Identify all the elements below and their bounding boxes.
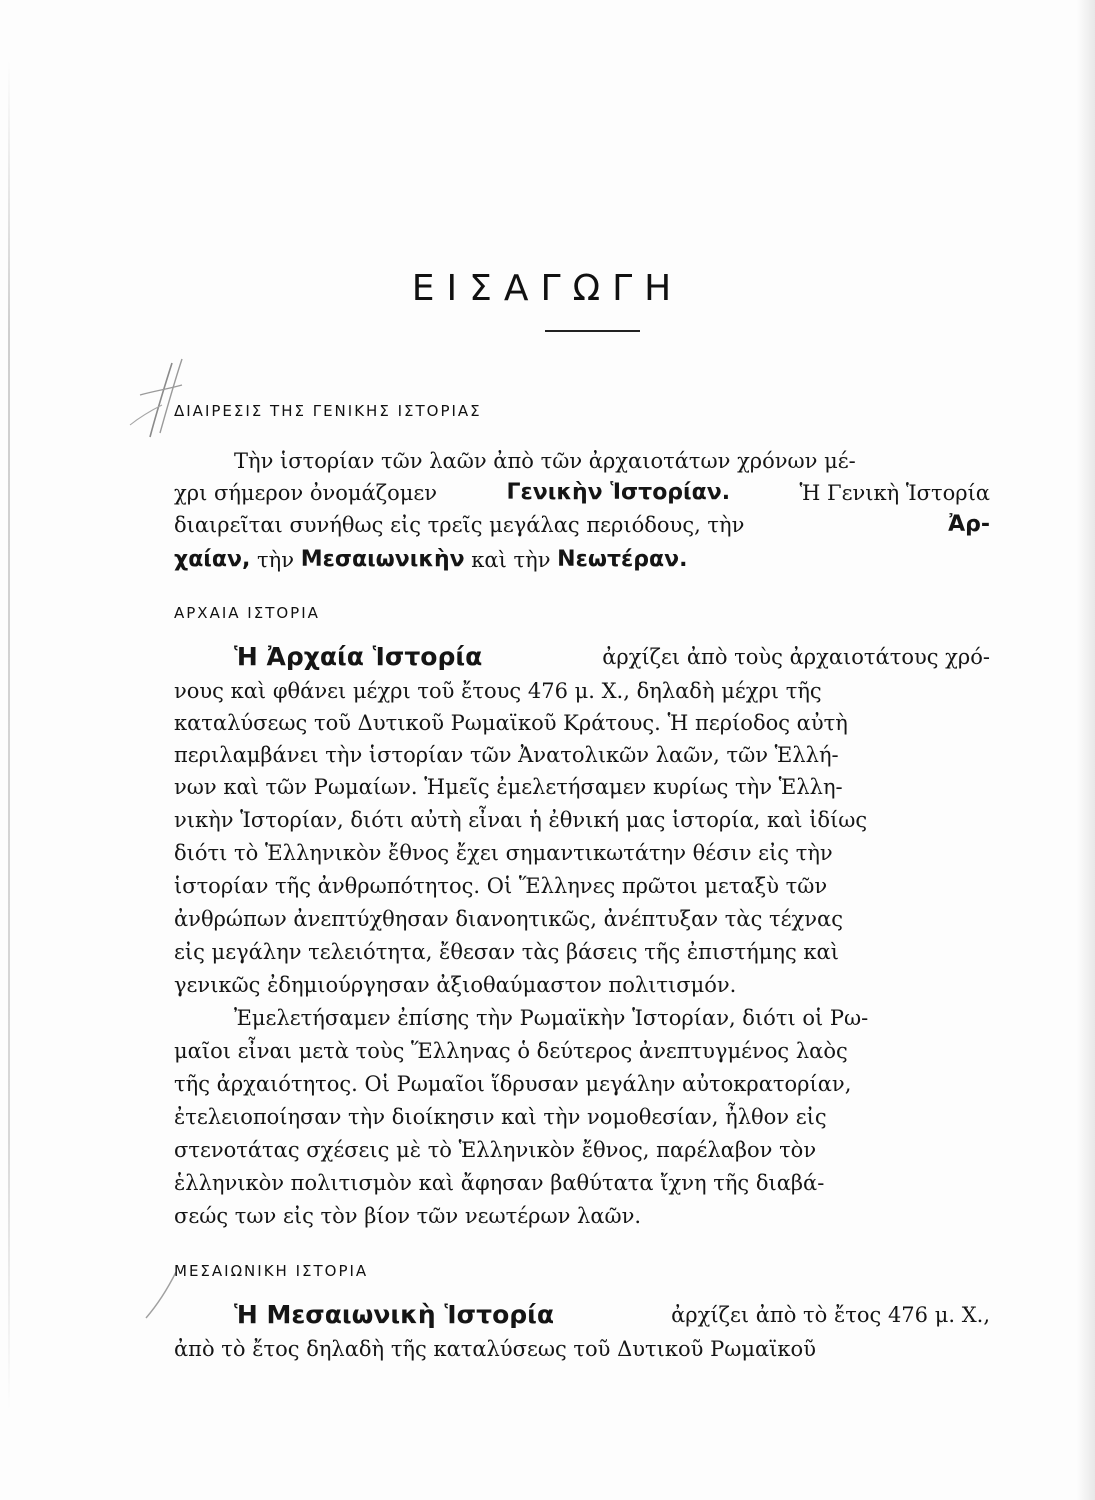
bold-term: Νεωτέραν. (557, 547, 688, 572)
text-line (234, 446, 990, 476)
text-span: τὴν (257, 548, 294, 572)
text-line (174, 1168, 990, 1198)
text-span: ἀρχίζει ἀπὸ τοὺς ἀρχαιοτάτους χρό- (602, 645, 990, 669)
text-line (174, 871, 990, 901)
text-span: στενοτάτας σχέσεις μὲ τὸ Ἑλληνικὸν ἔθνος, παρέλαβον τὸν (174, 1138, 817, 1162)
text-span: ἀπὸ τὸ ἔτος δηλαδὴ τῆς καταλύσεως τοῦ Δυτικοῦ Ρωμαϊκοῦ (174, 1337, 816, 1361)
text-span: ἀνθρώπων ἀνεπτύχθησαν διανοητικῶς, ἀνέπτυξαν τὰς τέχνας (174, 907, 843, 931)
text-line (174, 1201, 990, 1231)
text-span: διότι τὸ Ἑλληνικὸν ἔθνος ἔχει σημαντικωτάτην θέσιν εἰς τὴν (174, 841, 833, 865)
text-line (174, 676, 990, 706)
text-line (174, 1102, 990, 1132)
text-span: γενικῶς ἐδημιούργησαν ἀξιοθαύμαστον πολιτισμόν. (174, 973, 737, 997)
text-span: μαῖοι εἶναι μετὰ τοὺς Ἕλληνας ὁ δεύτερος ἀνεπτυγμένος λαὸς (174, 1039, 848, 1063)
text-line (174, 805, 990, 835)
binding-line (8, 60, 10, 1410)
text-span: Ἐμελετήσαμεν ἐπίσης τὴν Ρωμαϊκὴν Ἱστορίαν, διότι οἱ Ρω- (234, 1006, 869, 1030)
text-span: ἱστορίαν τῆς ἀνθρωπότητος. Οἱ Ἕλληνες πρῶτοι μεταξὺ τῶν (174, 874, 828, 898)
text-line (174, 1334, 990, 1364)
pencil-mark-icon (110, 355, 190, 445)
bold-term: Γενικὴν Ἱστορίαν. (506, 480, 731, 505)
chapter-title: ΕΙΣΑΓΩΓΗ (411, 268, 684, 309)
text-line (234, 642, 990, 672)
text-line (174, 708, 990, 738)
text-line (234, 1003, 990, 1033)
text-span: νους καὶ φθάνει μέχρι τοῦ ἔτους 476 μ. Χ., δηλαδὴ μέχρι τῆς (174, 679, 822, 703)
section-heading-general-history: ΔΙΑΙΡΕΣΙΣ ΤΗΣ ΓΕΝΙΚΗΣ ΙΣΤΟΡΙΑΣ (174, 402, 482, 420)
text-line (174, 772, 990, 802)
text-span: καταλύσεως τοῦ Δυτικοῦ Ρωμαϊκοῦ Κράτους. Ἡ περίοδος αὐτὴ (174, 711, 848, 735)
section-heading-ancient-history: ΑΡΧΑΙΑ ΙΣΤΟΡΙΑ (174, 604, 320, 622)
text-span: εἰς μεγάλην τελειότητα, ἔθεσαν τὰς βάσεις τῆς ἐπιστήμης καὶ (174, 940, 839, 964)
text-span: Τὴν ἱστορίαν τῶν λαῶν ἀπὸ τῶν ἀρχαιοτάτων χρόνων μέ- (234, 449, 856, 473)
text-line (174, 937, 990, 967)
title-rule (545, 330, 640, 332)
text-span: σεώς των εἰς τὸν βίον τῶν νεωτέρων λαῶν. (174, 1204, 642, 1228)
text-line (234, 1300, 990, 1330)
bold-term: χαίαν, (174, 547, 251, 572)
text-span: ἀρχίζει ἀπὸ τὸ ἔτος 476 μ. Χ., (671, 1303, 990, 1327)
bold-term: Ἀρ- (948, 512, 990, 537)
text-line (174, 545, 990, 575)
text-line (174, 740, 990, 770)
text-span: ἑλληνικὸν πολιτισμὸν καὶ ἄφησαν βαθύτατα ἴχνη τῆς διαβά- (174, 1171, 825, 1195)
text-span: ἐτελειοποίησαν τὴν διοίκησιν καὶ τὴν νομοθεσίαν, ἦλθον εἰς (174, 1105, 827, 1129)
text-span: τῆς ἀρχαιότητος. Οἱ Ρωμαῖοι ἵδρυσαν μεγάλην αὐτοκρατορίαν, (174, 1072, 852, 1096)
text-line (174, 904, 990, 934)
text-span: νων καὶ τῶν Ρωμαίων. Ἡμεῖς ἐμελετήσαμεν κυρίως τὴν Ἑλλη- (174, 775, 843, 799)
text-line (174, 1069, 990, 1099)
text-span: διαιρεῖται συνήθως εἰς τρεῖς μεγάλας περιόδους, τὴν (174, 513, 745, 537)
text-line (174, 970, 990, 1000)
text-line (174, 478, 990, 508)
text-line (174, 1135, 990, 1165)
bold-term: Μεσαιωνικὴν (300, 547, 465, 572)
text-line (174, 1036, 990, 1066)
text-span: Ἡ Γενικὴ Ἱστορία (799, 481, 990, 505)
text-line (174, 510, 990, 540)
text-span: νικὴν Ἱστορίαν, διότι αὐτὴ εἶναι ἡ ἐθνική μας ἱστορία, καὶ ἰδίως (174, 808, 868, 832)
bold-term: Ἡ Μεσαιωνικὴ Ἱστορία (234, 1300, 555, 1329)
text-span: χρι σήμερον ὀνομάζομεν (174, 481, 438, 505)
bold-term: Ἡ Ἀρχαία Ἱστορία (234, 642, 483, 671)
section-heading-medieval-history: ΜΕΣΑΙΩΝΙΚΗ ΙΣΤΟΡΙΑ (174, 1262, 369, 1280)
text-span: περιλαμβάνει τὴν ἱστορίαν τῶν Ἀνατολικῶν λαῶν, τῶν Ἑλλή- (174, 743, 839, 767)
text-line (174, 838, 990, 868)
text-span: καὶ τὴν (471, 548, 551, 572)
page-edge-shadow (1077, 0, 1095, 1500)
